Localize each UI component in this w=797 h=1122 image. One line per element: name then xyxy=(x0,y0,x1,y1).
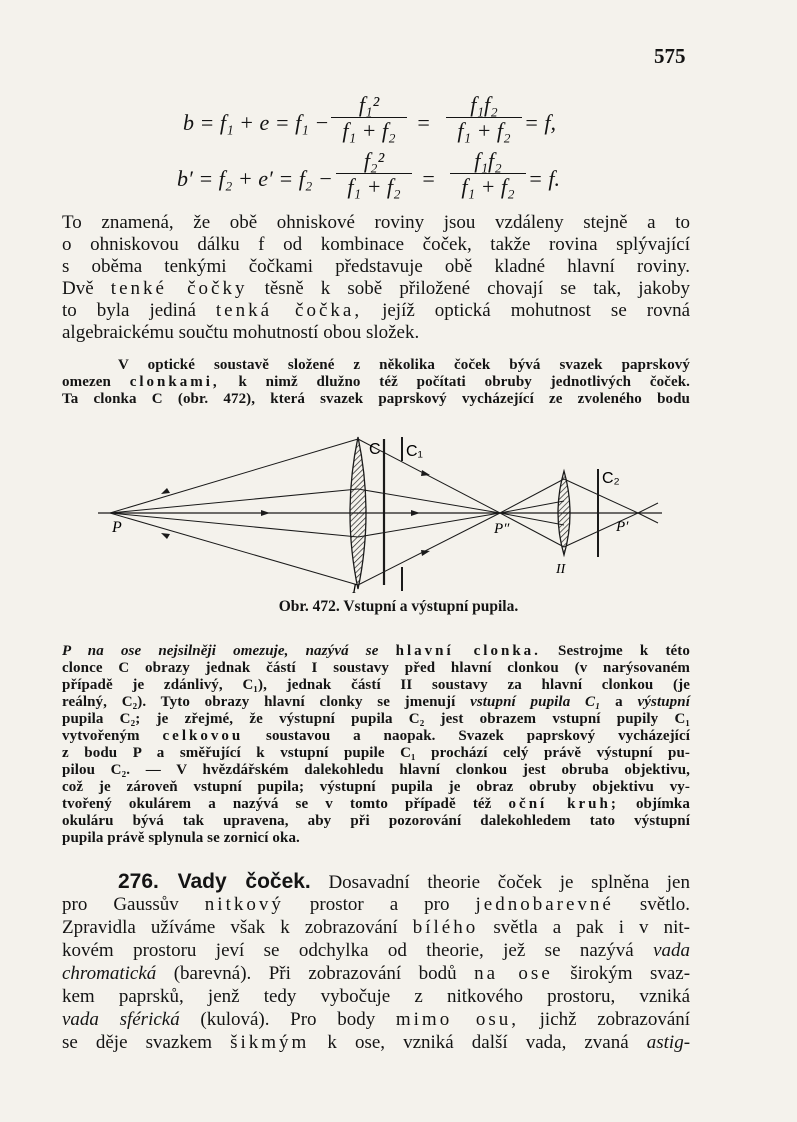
ray xyxy=(110,489,358,513)
emphasis: clonkami, xyxy=(129,374,220,390)
fraction: f₁f₂ f₁ + f₂ xyxy=(450,150,526,199)
ray-arrow xyxy=(161,533,170,539)
label-C: C xyxy=(369,441,381,458)
label-C1: C₁ xyxy=(406,443,423,460)
ray xyxy=(638,503,658,513)
emphasis: celkovou xyxy=(162,728,244,744)
ray xyxy=(500,513,564,525)
emphasis: oční kruh; xyxy=(508,796,619,812)
ray xyxy=(110,513,358,537)
label-P-prime: P′ xyxy=(616,519,629,535)
emphasis: hlavní clonka. xyxy=(395,643,541,659)
lens-II xyxy=(558,471,570,555)
ray xyxy=(358,513,500,537)
emphasis: tenké čočky xyxy=(110,278,248,299)
equation-2: b′ = f₂ + e′ = f₂ − f₂² f₁ + f₂ = f₁f₂ f₁ + f₂ = f. xyxy=(177,148,560,199)
ray xyxy=(358,489,500,513)
lens-I xyxy=(350,437,366,589)
ray xyxy=(564,479,638,513)
ray-arrow xyxy=(161,488,170,494)
ray xyxy=(110,439,358,513)
ray xyxy=(358,513,500,585)
section-heading: 276. Vady čoček. xyxy=(118,870,311,893)
ray xyxy=(638,513,658,523)
optics-figure xyxy=(90,425,670,595)
ray-arrow xyxy=(411,510,420,516)
fraction: f₁² f₁ + f₂ xyxy=(331,94,407,143)
label-II: II xyxy=(556,562,566,577)
ray xyxy=(500,513,564,547)
page-number: 575 xyxy=(654,44,686,68)
figure-caption: Obr. 472. Vstupní a výstupní pupila. xyxy=(278,598,519,615)
ray-arrow xyxy=(261,510,270,516)
label-I: I xyxy=(352,582,357,595)
fraction: f₂² f₁ + f₂ xyxy=(336,150,412,199)
fraction: f₁f₂ f₁ + f₂ xyxy=(446,94,522,143)
label-P: P xyxy=(112,519,122,536)
equation-1: b = f₁ + e = f₁ − f₁² f₁ + f₂ = f₁f₂ f₁ + f₂ = f, xyxy=(183,92,556,143)
ray xyxy=(500,479,564,513)
ray xyxy=(500,501,564,513)
label-C2: C₂ xyxy=(602,470,620,487)
emphasis: tenká čočka, xyxy=(215,300,363,321)
ray-arrow xyxy=(421,550,430,556)
label-P-double-prime: P″ xyxy=(494,521,510,537)
ray xyxy=(110,513,358,585)
ray-arrow xyxy=(421,470,430,476)
